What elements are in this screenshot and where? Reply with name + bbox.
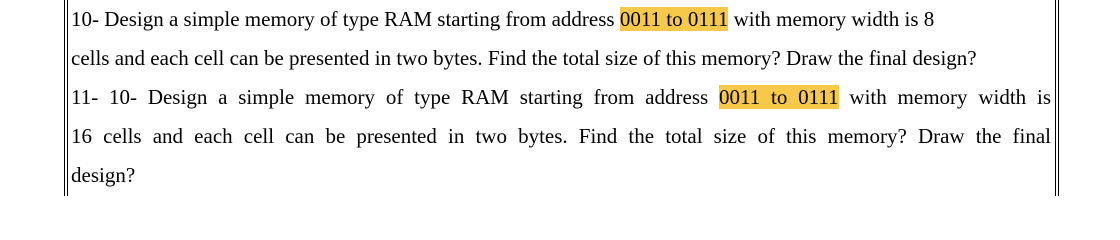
right-border-outer <box>1058 0 1059 196</box>
question-10-text-start: 10- Design a simple memory of type RAM starting from address <box>71 7 620 31</box>
address-range-highlight: 0011 to 0111 <box>718 85 839 109</box>
question-11-text-start: 11- 10- Design a simple memory of type RAM starting from address <box>71 85 719 109</box>
question-11-line-2: 16 cells and each cell can be presented in two bytes. Find the total size of this memory? Draw the final <box>71 124 1051 148</box>
question-10-text-end: with memory width is 8 <box>728 7 935 31</box>
right-border-inner <box>1055 0 1056 196</box>
document-text <box>71 0 1051 195</box>
question-10-line-1 <box>71 0 1051 39</box>
left-border-outer <box>64 0 65 196</box>
question-11-line-1 <box>71 78 1051 117</box>
left-border-inner <box>67 0 68 196</box>
question-11-text-end: with memory width is <box>838 85 1051 109</box>
question-11-line-3: design? <box>71 163 136 187</box>
address-range-highlight: 0011 to 0111 <box>619 7 729 31</box>
question-10-line-2: cells and each cell can be presented in two bytes. Find the total size of this memory? Draw the final design? <box>71 46 977 70</box>
